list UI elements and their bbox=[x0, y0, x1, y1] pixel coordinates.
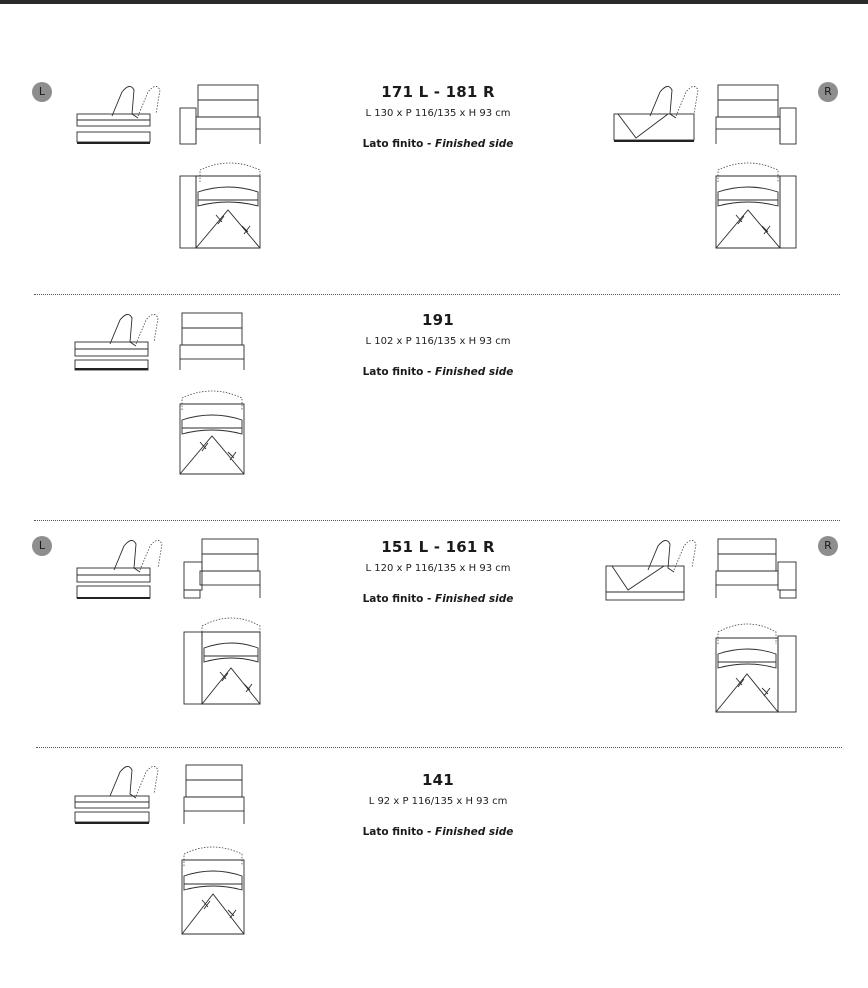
front-view-drawing bbox=[180, 538, 266, 600]
module-info bbox=[328, 310, 548, 379]
top-bar bbox=[0, 0, 868, 4]
side-view-drawing bbox=[76, 538, 166, 600]
finished-side-label bbox=[328, 365, 548, 379]
right-version-badge: R bbox=[818, 536, 838, 556]
finished-side-it: Lato finito bbox=[362, 593, 424, 605]
finished-side-label bbox=[328, 825, 548, 839]
finished-side-separator: - bbox=[423, 593, 436, 605]
front-view-drawing-right bbox=[714, 84, 800, 146]
side-view-drawing bbox=[74, 312, 160, 374]
finished-side-separator: - bbox=[423, 826, 436, 838]
module-code: 171 L - 181 R bbox=[381, 83, 495, 101]
side-view-drawing-right bbox=[602, 538, 700, 600]
section-divider bbox=[34, 520, 840, 521]
top-view-drawing bbox=[178, 160, 264, 250]
finished-side-separator: - bbox=[423, 366, 436, 378]
module-info bbox=[328, 537, 548, 606]
module-dimensions: L 102 x P 116/135 x H 93 cm bbox=[365, 336, 511, 347]
module-code: 151 L - 161 R bbox=[381, 538, 495, 556]
module-dimensions: L 120 x P 116/135 x H 93 cm bbox=[365, 563, 511, 574]
finished-side-it: Lato finito bbox=[362, 826, 424, 838]
front-view-drawing bbox=[178, 312, 248, 374]
top-view-drawing-right bbox=[714, 620, 800, 716]
finished-side-en: Finished side bbox=[435, 826, 514, 838]
top-view-drawing bbox=[178, 388, 248, 478]
finished-side-en: Finished side bbox=[435, 138, 514, 150]
finished-side-en: Finished side bbox=[435, 593, 514, 605]
finished-side-it: Lato finito bbox=[362, 138, 424, 150]
left-version-badge: L bbox=[32, 536, 52, 556]
module-code: 141 bbox=[422, 771, 454, 789]
top-view-drawing bbox=[180, 614, 266, 706]
finished-side-label bbox=[328, 137, 548, 151]
front-view-drawing bbox=[178, 84, 264, 146]
side-view-drawing bbox=[74, 764, 164, 826]
side-view-drawing bbox=[76, 84, 162, 146]
front-view-drawing-right bbox=[714, 538, 800, 600]
section-divider bbox=[34, 294, 840, 295]
finished-side-en: Finished side bbox=[435, 366, 514, 378]
module-code: 191 bbox=[422, 311, 454, 329]
side-view-drawing-right bbox=[610, 84, 700, 146]
top-view-drawing bbox=[180, 844, 250, 938]
section-divider bbox=[36, 747, 842, 748]
right-version-badge: R bbox=[818, 82, 838, 102]
module-dimensions: L 130 x P 116/135 x H 93 cm bbox=[365, 108, 511, 119]
left-version-badge: L bbox=[32, 82, 52, 102]
top-view-drawing-right bbox=[714, 160, 800, 250]
finished-side-it: Lato finito bbox=[362, 366, 424, 378]
front-view-drawing bbox=[180, 764, 250, 826]
finished-side-label bbox=[328, 592, 548, 606]
module-dimensions: L 92 x P 116/135 x H 93 cm bbox=[368, 796, 508, 807]
module-info bbox=[328, 82, 548, 151]
finished-side-separator: - bbox=[423, 138, 436, 150]
module-info bbox=[328, 770, 548, 839]
